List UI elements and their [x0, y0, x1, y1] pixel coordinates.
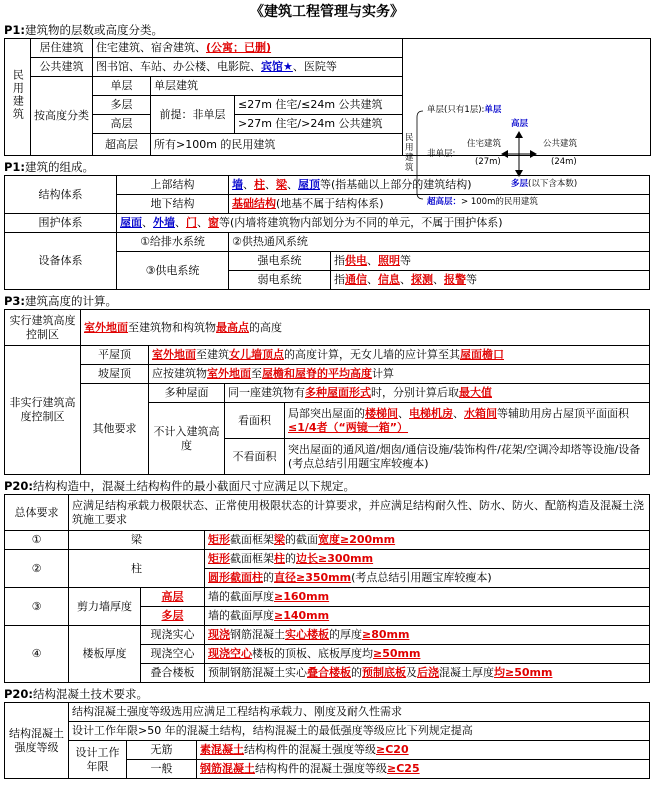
shear-wall-label: 剪力墙厚度 [69, 588, 141, 626]
item-number: ④ [5, 626, 69, 683]
section-heading: 建筑高度的计算。 [25, 294, 118, 308]
wall-multi-label: 多层 [141, 607, 205, 626]
wall-high-label: 高层 [141, 588, 205, 607]
flat-roof-label: 平屋顶 [81, 346, 149, 365]
grade-label: 结构混凝土强度等级 [5, 703, 69, 779]
strong-text: 指供电、照明等 [331, 252, 650, 271]
general-label: 一般 [127, 760, 197, 779]
by-height-label: 按高度分类 [31, 77, 93, 156]
under-text: 基础结构(地基不属于结构体系) [229, 195, 650, 214]
no-see-area-label: 不看面积 [225, 439, 285, 475]
hollow-slab-text: 现浇空心楼板的顶板、底板厚度均≥50mm [205, 645, 650, 664]
column-label: 柱 [69, 550, 205, 588]
diagram-civil: 民用建筑 [405, 133, 414, 173]
exclude-label: 不计入建筑高度 [149, 403, 225, 475]
grade-line1: 结构混凝土强度等级选用应满足工程结构承载力、刚度及耐久性需求 [69, 703, 650, 722]
envelope-label: 围护体系 [5, 214, 117, 233]
under-label: 地下结构 [117, 195, 229, 214]
beam-label: 梁 [69, 531, 205, 550]
diagram-residential-height: (27m) [475, 157, 501, 167]
see-area-text: 局部突出屋面的楼梯间、电梯机房、水箱间等辅助用房占屋顶平面面积≤1/4者（“两镜一箱”） [285, 403, 650, 439]
single-label: 单层 [93, 77, 151, 96]
structure-label: 结构体系 [5, 176, 117, 214]
high-label: 高层 [93, 115, 151, 134]
weak-label: 弱电系统 [229, 271, 331, 290]
diagram-single: 单层(只有1层):单层 [427, 105, 502, 115]
control-zone-text: 室外地面至建筑物和构筑物最高点的高度 [81, 310, 650, 346]
equip-water: ①给排水系统 [117, 233, 229, 252]
min-section-table [4, 494, 650, 683]
diagram-multi: 多层(以下含本数) [511, 179, 578, 189]
wall-high-text: 墙的截面厚度≥160mm [205, 588, 650, 607]
diagram-residential: 住宅建筑 [467, 139, 502, 149]
plain-label: 无筋 [127, 741, 197, 760]
strong-label: 强电系统 [229, 252, 331, 271]
composite-slab-label: 叠合楼板 [141, 664, 205, 683]
high-text: >27m 住宅/>24m 公共建筑 [235, 115, 403, 134]
multi-roof-text: 同一座建筑物有多种屋面形式时，分别计算后取最大值 [225, 384, 650, 403]
height-diagram [403, 39, 651, 207]
page-number: P1: [4, 23, 26, 37]
section-p20-concrete [4, 686, 650, 702]
flat-roof-text: 室外地面至建筑女儿墙顶点的高度计算，无女儿墙的应计算至其屋面檐口 [149, 346, 650, 365]
section-heading: 建筑物的层数或高度分类。 [25, 23, 164, 37]
column-rect-text: 矩形截面框架柱的边长≥300mm [205, 550, 650, 569]
control-zone-label: 实行建筑高度控制区 [5, 310, 81, 346]
solid-slab-text: 现浇钢筋混凝土实心楼板的厚度≥80mm [205, 626, 650, 645]
plain-text: 素混凝土结构构件的混凝土强度等级≥C20 [197, 741, 650, 760]
slab-label: 楼板厚度 [69, 626, 141, 683]
super-label: 超高层 [93, 134, 151, 156]
concrete-table [4, 702, 650, 779]
design-life-label: 设计工作年限 [69, 741, 127, 779]
multi-roof-label: 多种屋面 [149, 384, 225, 403]
upper-text: 墙、柱、梁、屋顶等(指基础以上部分的建筑结构) [229, 176, 650, 195]
page-number: P20: [4, 479, 34, 493]
column-round-text: 圆形截面柱的直径≥350mm(考点总结引用题宝库较瘦本) [205, 569, 650, 588]
equip-heating: ②供热通风系统 [229, 233, 650, 252]
slope-roof-label: 坡屋顶 [81, 365, 149, 384]
slope-roof-text: 应按建筑物室外地面至屋檐和屋脊的平均高度计算 [149, 365, 650, 384]
single-text: 单层建筑 [151, 77, 403, 96]
height-table [4, 309, 650, 475]
section-heading: 结构构造中，混凝土结构构件的最小截面尺寸应满足以下规定。 [33, 479, 356, 493]
rc-text: 钢筋混凝土结构构件的混凝土强度等级≥C25 [197, 760, 650, 779]
item-number: ① [5, 531, 69, 550]
equipment-label: 设备体系 [5, 233, 117, 290]
general-req-text: 应满足结构承载力极限状态、正常使用极限状态的计算要求，并应满足结构耐久性、防水、防火、配筋构造及混凝土浇筑施工要求 [69, 495, 650, 531]
multi-text: ≤27m 住宅/≤24m 公共建筑 [235, 96, 403, 115]
beam-text: 矩形截面框架梁的截面宽度≥200mm [205, 531, 650, 550]
section-heading: 结构混凝土技术要求。 [33, 687, 149, 701]
residential-label: 居住建筑 [31, 39, 93, 58]
weak-text: 指通信、信息、探测、报警等 [331, 271, 650, 290]
see-area-label: 看面积 [225, 403, 285, 439]
item-number: ② [5, 550, 69, 588]
super-text: 所有>100m 的民用建筑 [151, 134, 403, 156]
diagram-high: 高层 [511, 119, 529, 129]
page-number: P1: [4, 160, 26, 174]
solid-slab-label: 现浇实心 [141, 626, 205, 645]
no-see-area-text: 突出屋面的通风道/烟囱/通信设施/装饰构件/花架/空调冷却塔等设施/设备(考点总结引用题宝库较瘦本) [285, 439, 650, 475]
page-number: P3: [4, 294, 26, 308]
public-text: 图书馆、车站、办公楼、电影院、宾馆★、医院等 [93, 58, 403, 77]
multi-label: 多层 [93, 96, 151, 115]
non-control-zone-label: 非实行建筑高度控制区 [5, 346, 81, 475]
composite-slab-text: 预制钢筋混凝土实心叠合楼板的预制底板及后浇混凝土厚度均≥50mm [205, 664, 650, 683]
envelope-text: 屋面、外墙、门、窗等(内墙将建筑物内部划分为不同的单元，不属于围护体系) [117, 214, 650, 233]
page-title: 《建筑工程管理与实务》 [250, 4, 404, 20]
public-label: 公共建筑 [31, 58, 93, 77]
diagram-public-height: (24m) [551, 157, 577, 167]
residential-text: 住宅建筑、宿舍建筑、(公寓；已删) [93, 39, 403, 58]
section-heading: 建筑的组成。 [25, 160, 95, 174]
diagram-non-single: 非单层: [427, 149, 456, 159]
diagram-super: 超高层：> 100m的民用建筑 [427, 197, 538, 207]
grade-line2: 设计工作年限>50 年的混凝土结构，结构混凝土的最低强度等级应比下列规定提高 [69, 722, 650, 741]
equip-power: ③供电系统 [117, 252, 229, 290]
section-p20-min-section [4, 478, 650, 494]
section-p3-height [4, 293, 650, 309]
civil-building-label: 民用建筑 [5, 39, 31, 156]
wall-multi-text: 墙的截面厚度≥140mm [205, 607, 650, 626]
premise-text: 前提：非单层 [151, 96, 235, 134]
hollow-slab-label: 现浇空心 [141, 645, 205, 664]
general-req-label: 总体要求 [5, 495, 69, 531]
upper-label: 上部结构 [117, 176, 229, 195]
section-p1-classification [4, 22, 650, 38]
item-number: ③ [5, 588, 69, 626]
diagram-public: 公共建筑 [543, 139, 578, 149]
other-req-label: 其他要求 [81, 384, 149, 475]
page-number: P20: [4, 687, 34, 701]
